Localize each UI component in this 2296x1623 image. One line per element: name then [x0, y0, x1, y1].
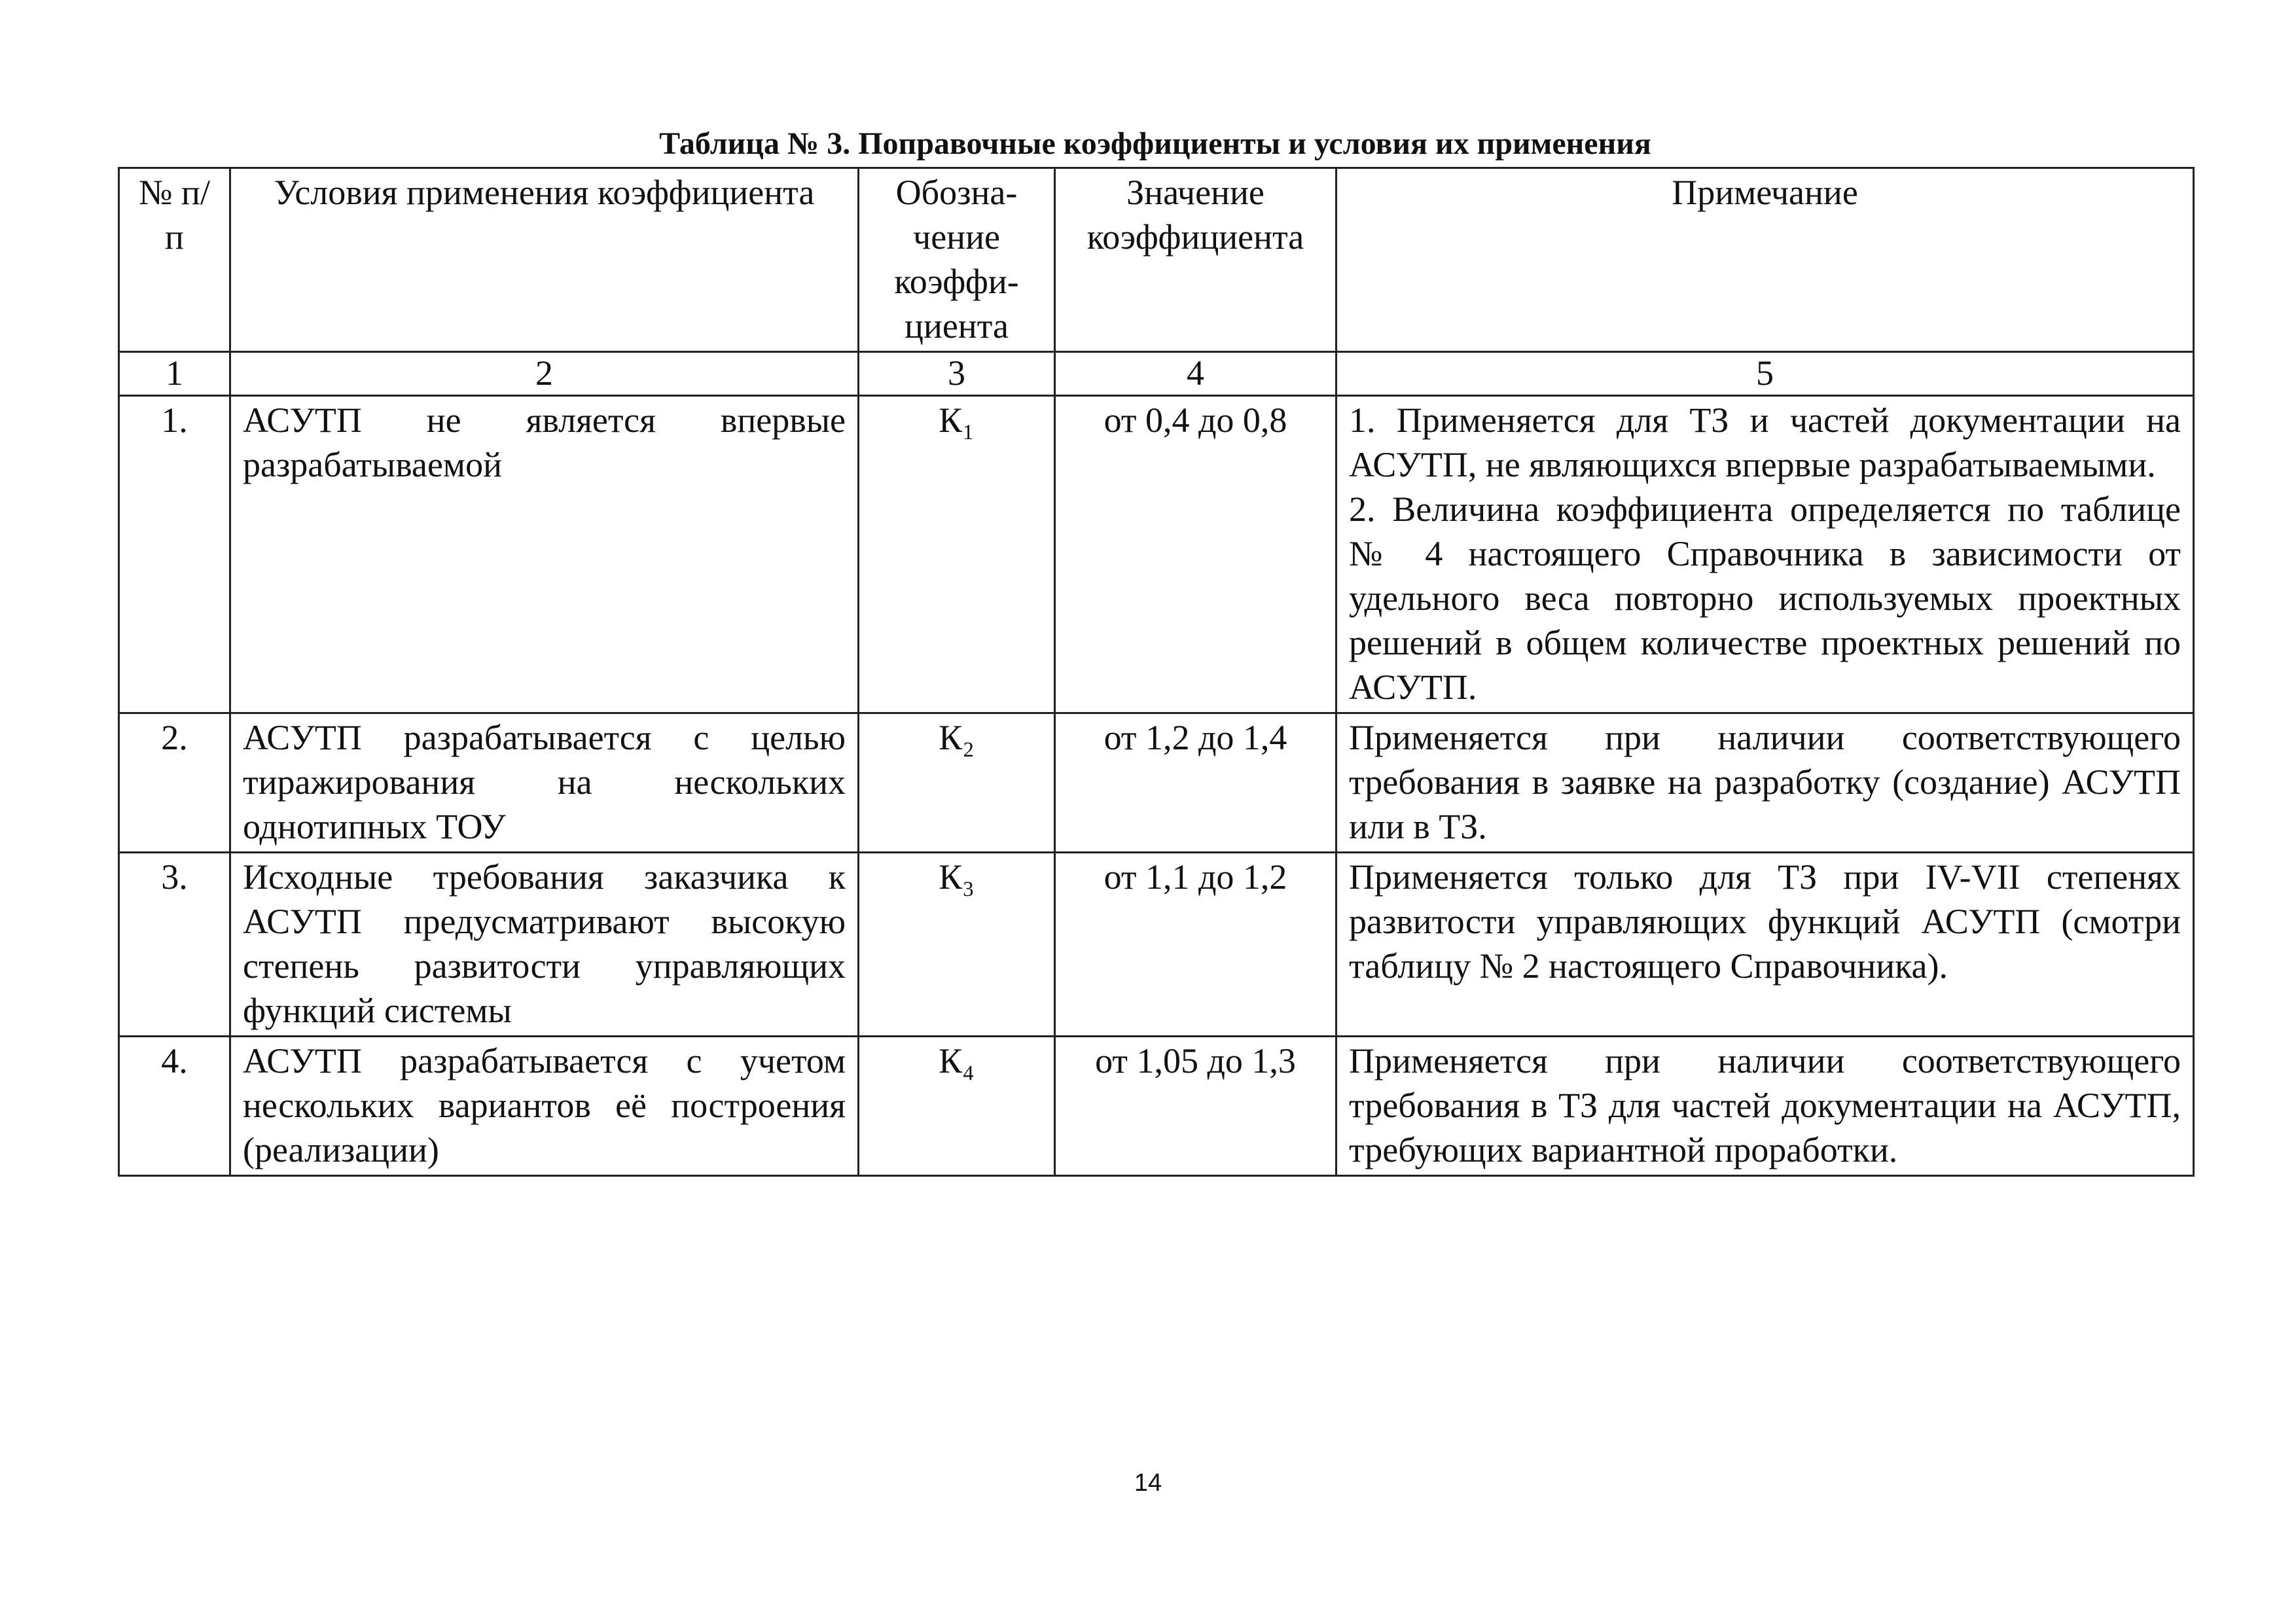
row-note: [1336, 396, 2194, 713]
column-index: 3: [859, 352, 1055, 396]
header-designation: Обозна-чение коэффи-циента: [859, 168, 1055, 352]
row-designation: К₂: [859, 713, 1055, 853]
row-note-paragraph: 1. Применяется для ТЗ и частей документации на АСУТП, не являющихся впервые разрабатываемыми.: [1349, 401, 2181, 484]
row-designation: К₄: [859, 1037, 1055, 1176]
column-index: 1: [119, 352, 230, 396]
row-note: [1336, 713, 2194, 853]
row-designation: К₃: [859, 853, 1055, 1037]
column-index: 2: [230, 352, 859, 396]
coefficients-table: [118, 167, 2195, 1177]
column-index: 4: [1055, 352, 1336, 396]
table-row: [119, 396, 2194, 713]
row-value: от 0,4 до 0,8: [1055, 396, 1336, 713]
row-value: от 1,2 до 1,4: [1055, 713, 1336, 853]
header-condition: Условия применения коэффициента: [230, 168, 859, 352]
row-note: [1336, 853, 2194, 1037]
row-note: [1336, 1037, 2194, 1176]
row-condition: АСУТП разрабатывается с учетом нескольких вариантов её построения (реализации): [230, 1037, 859, 1176]
header-num: № п/п: [119, 168, 230, 352]
row-condition: АСУТП не является впервые разрабатываемой: [230, 396, 859, 713]
row-number: 4.: [119, 1037, 230, 1176]
row-number: 3.: [119, 853, 230, 1037]
column-index: 5: [1336, 352, 2194, 396]
row-number: 1.: [119, 396, 230, 713]
page-number: 14: [1134, 1469, 1162, 1497]
row-note-paragraph: Применяется при наличии соответствующего требования в ТЗ для частей документации на АСУТП, требующих вариантной проработки.: [1349, 1041, 2181, 1169]
table-row: [119, 713, 2194, 853]
header-value: Значение коэффициента: [1055, 168, 1336, 352]
table-row: [119, 1037, 2194, 1176]
column-index-row: [119, 352, 2194, 396]
row-note-paragraph: Применяется только для ТЗ при IV-VII степенях развитости управляющих функций АСУТП (смотри таблицу № 2 настоящего Справочника).: [1349, 857, 2181, 986]
row-condition: АСУТП разрабатывается с целью тиражирования на нескольких однотипных ТОУ: [230, 713, 859, 853]
row-condition: Исходные требования заказчика к АСУТП предусматривают высокую степень развитости управляющих функций системы: [230, 853, 859, 1037]
header-note: Примечание: [1336, 168, 2194, 352]
row-number: 2.: [119, 713, 230, 853]
row-note-paragraph: 2. Величина коэффициента определяется по таблице № 4 настоящего Справочника в зависимости от удельного веса повторно используемых проектных решений в общем количестве проектных решений по АСУТП.: [1349, 490, 2181, 707]
table-header-row: [119, 168, 2194, 352]
table-title: Таблица № 3. Поправочные коэффициенты и условия их применения: [659, 126, 1651, 161]
row-value: от 1,05 до 1,3: [1055, 1037, 1336, 1176]
row-designation: К₁: [859, 396, 1055, 713]
table-row: [119, 853, 2194, 1037]
row-value: от 1,1 до 1,2: [1055, 853, 1336, 1037]
row-note-paragraph: Применяется при наличии соответствующего требования в заявке на разработку (создание) АСУТП или в ТЗ.: [1349, 718, 2181, 846]
